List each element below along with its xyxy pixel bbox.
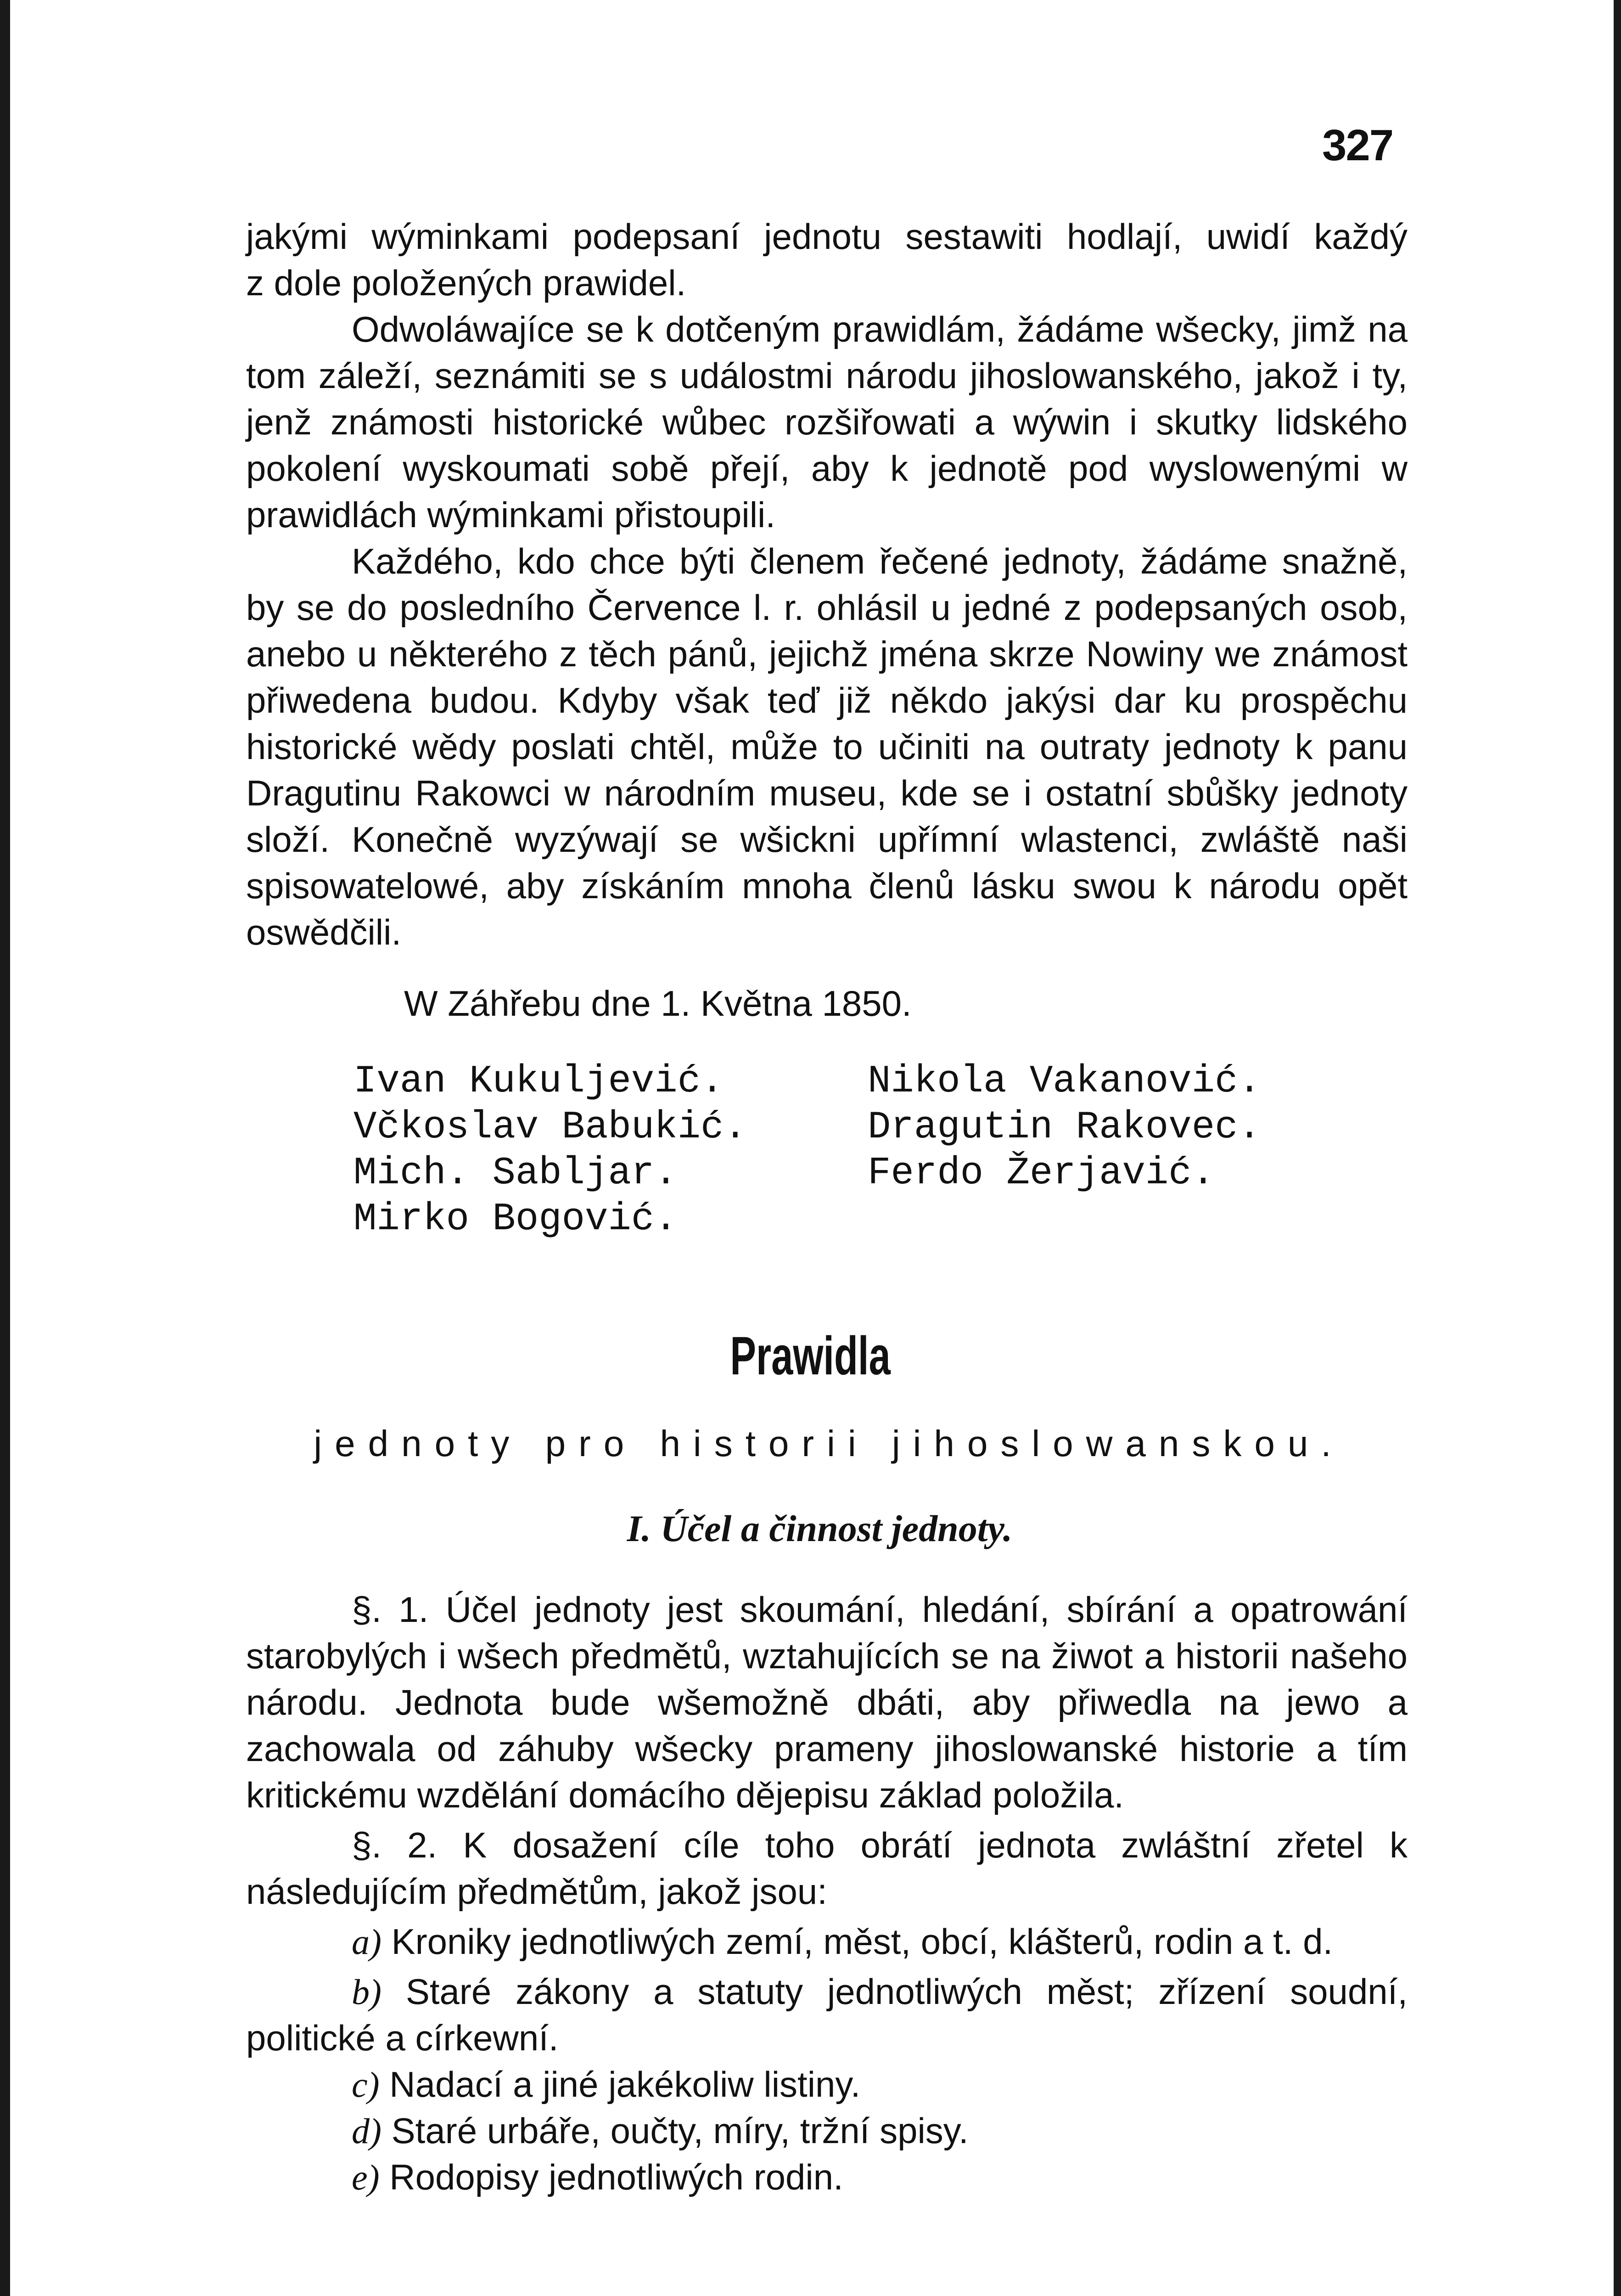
signer-name: Mich. Sabljar.: [353, 1152, 678, 1195]
list-text: Rodopisy jednotliwých rodin.: [389, 2157, 843, 2197]
paragraph-1: Odwoláwajíce se k dotčeným prawidlám, žádáme wšecky, jimž na tom záleží, seznámiti se s událostmi národu jihoslowanského, jakož i ty, jenž známosti historické wůbec rozšiřowati a wýwin i skutky lidského pokolení wyskoumati sobě přejí, aby k jednotě pod wyslowenými w prawidlách wýminkami přistoupili.: [246, 309, 1408, 535]
list-item-d: [246, 2108, 1408, 2154]
document-subtitle: jednoty pro historii jihoslowanskou.: [314, 1423, 1344, 1464]
signers-left-column: [353, 1059, 747, 1243]
section-heading: I. Účel a činnost jednoty.: [627, 1508, 1013, 1549]
signer-name: Včkoslav Babukić.: [353, 1106, 747, 1149]
list-letter: e): [352, 2157, 380, 2197]
list-letter: d): [352, 2111, 381, 2151]
list-text: Staré zákony a statuty jednotliwých měst; zřízení soudní, politické a církewní.: [246, 1971, 1408, 2058]
signer-name: Dragutin Rakovec.: [868, 1106, 1261, 1149]
list-item-b: [246, 1969, 1408, 2061]
list-text: Staré urbáře, oučty, míry, tržní spisy.: [391, 2110, 969, 2151]
signer-name: Mirko Bogović.: [353, 1198, 678, 1241]
intro-line-2: z dole položených prawidel.: [246, 263, 686, 303]
list-letter: c): [352, 2065, 380, 2105]
intro-line-1: jakými wýminkami podepsaní jednotu sestawiti hodlají, uwidí každý: [246, 216, 1408, 257]
section-2-paragraph: §. 2. K dosažení cíle toho obrátí jednota zwláštní zřetel k následujícím předmětům, jakož jsou:: [246, 1825, 1408, 1912]
intro-block: [246, 214, 1408, 956]
document-title: Prawidla: [730, 1326, 891, 1386]
list-item-e: [246, 2154, 1408, 2200]
section-1-paragraph: §. 1. Účel jednoty jest skoumání, hledání, sbírání a opatrowání starobylých i wšech předmětů, wztahujících se na žiwot a historii našeho národu. Jednota bude wšemožně dbáti, aby přiwedla na jewo a zachowala od záhuby wšecky prameny jihoslowanské historie a tím kritickému wzdělání domácího dějepisu základ položila.: [246, 1589, 1408, 1815]
rules-block: [246, 1587, 1408, 2200]
signer-name: Ivan Kukuljević.: [353, 1060, 724, 1103]
list-text: Kroniky jednotliwých zemí, měst, obcí, klášterů, rodin a t. d.: [391, 1921, 1333, 1962]
date-line: W Záhřebu dne 1. Května 1850.: [404, 983, 912, 1024]
scan-border-right: [1614, 0, 1621, 2296]
signer-name: Nikola Vakanović.: [868, 1060, 1261, 1103]
paragraph-2: Každého, kdo chce býti členem řečené jednoty, žádáme snažně, by se do posledního Července l. r. ohlásil u jedné z podepsaných osob, anebo u některého z těch pánů, jejichž jména skrze Nowiny we známost přiwedena budou. Kdyby však teď již někdo jakýsi dar ku prospěchu historické wědy poslati chtěl, může to učiniti na outraty jednoty k panu Dragutinu Rakowci w národním museu, kde se i ostatní sbůšky jednoty složí. Konečně wyzýwají se wšickni upřímní wlastenci, zwláště naši spisowatelowé, aby získáním mnoha členů lásku swou k národu opět oswědčili.: [246, 541, 1408, 952]
list-letter: b): [352, 1972, 381, 2012]
list-item-a: [246, 1919, 1408, 1965]
page-number: 327: [1322, 121, 1393, 170]
signer-name: Ferdo Žerjavić.: [868, 1152, 1215, 1195]
signers-right-column: [868, 1059, 1261, 1197]
list-item-c: [246, 2061, 1408, 2108]
scan-border-left: [0, 0, 10, 2296]
list-text: Nadací a jiné jakékoliw listiny.: [389, 2064, 861, 2105]
list-letter: a): [352, 1922, 381, 1962]
